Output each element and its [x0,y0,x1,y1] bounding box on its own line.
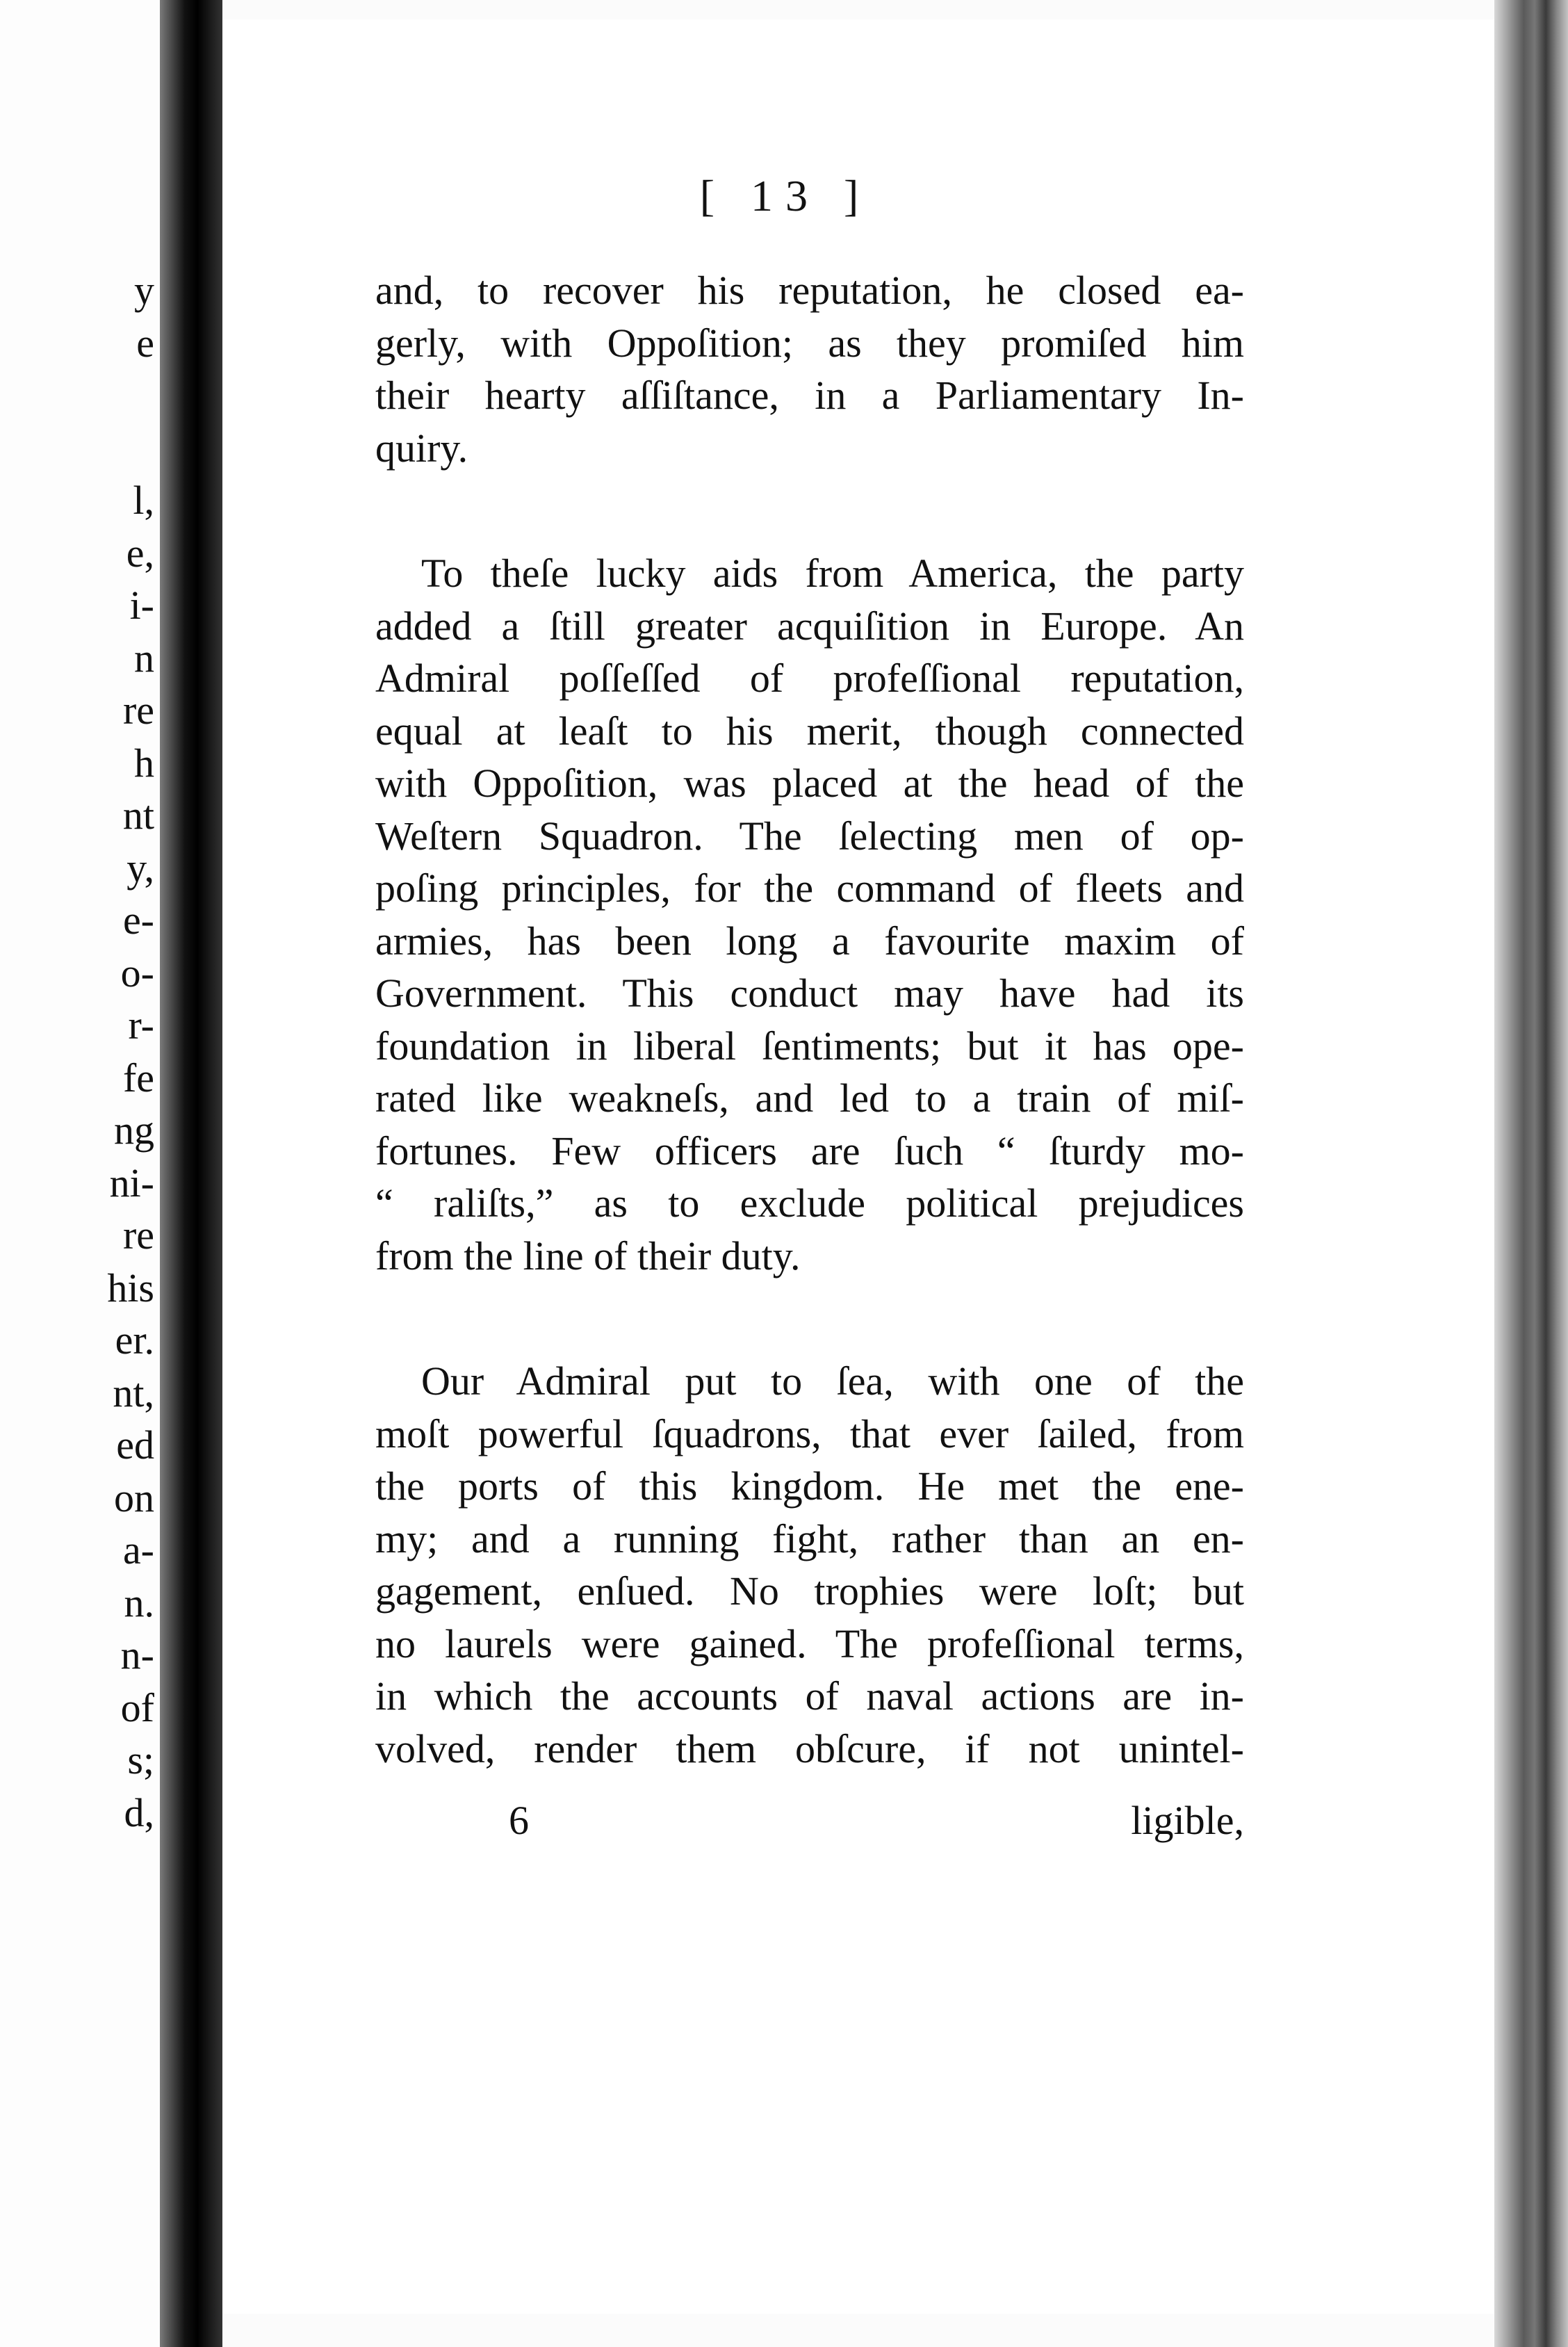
text-line: poſing principles, for the command of fleets and [375,866,1244,911]
facing-page-fragment: ni- [109,1160,154,1205]
facing-page-fragment: e- [122,898,154,943]
facing-page-fragment: l, [133,478,154,523]
facing-page-fragment: i- [129,583,154,628]
facing-page-fragment: e [136,320,154,366]
facing-page-fragment: ng [114,1107,154,1153]
facing-page-fragment: y [134,268,154,313]
text-line: To theſe lucky aids from America, the party [421,551,1244,596]
facing-page-fragment: his [107,1265,154,1310]
text-line: volved, render them obſcure, if not unintel- [375,1725,1244,1771]
catchword: ligible, [1131,1798,1244,1843]
facing-page-fragment: of [120,1684,154,1730]
page-number-heading: [ 13 ] [699,171,872,220]
facing-page-fragment [0,422,154,475]
facing-page-fragment: nt, [113,1370,154,1415]
text-line: with Oppoſition, was placed at the head of the [375,761,1244,806]
text-line: added a ſtill greater acquiſition in Europe. An [375,603,1244,649]
text-line: moſt powerful ſquadrons, that ever ſailed, from [375,1411,1244,1456]
text-line: from the line of their duty. [375,1233,801,1278]
text-line: no laurels were gained. The profeſſional terms, [375,1621,1244,1666]
facing-page-fragment: e, [126,530,154,576]
paragraph [375,1355,1244,1775]
book-gutter [160,0,222,2347]
facing-page-fragment: n [134,635,154,681]
paragraph [375,547,1244,1282]
facing-page-fragment: s; [127,1737,154,1782]
text-line: equal at leaſt to his merit, though connected [375,708,1244,754]
facing-page-fragment: o- [120,950,154,996]
facing-page-fragment: nt [122,793,154,838]
page-body-text [375,264,1244,1775]
paragraph [375,264,1244,474]
text-line: Admiral poſſeſſed of profeſſional reputation, [375,656,1244,701]
text-line: in which the accounts of naval actions are in- [375,1673,1244,1719]
paragraph-gap [375,1282,1244,1355]
page-edge-shadow [1494,0,1568,2347]
facing-page-fragment: d, [124,1789,154,1835]
text-line: and, to recover his reputation, he closed ea- [375,268,1244,313]
text-line: gagement, enſued. No trophies were loſt; but [375,1568,1244,1614]
text-line: Government. This conduct may have had its [375,971,1244,1016]
facing-page-fragment: re [122,1212,154,1258]
text-line: their hearty aſſiſtance, in a Parliamentary In- [375,373,1244,418]
facing-page-fragment: h [134,740,154,786]
facing-page-fragment: er. [115,1317,154,1363]
facing-page-fragment: on [114,1475,154,1520]
text-line: gerly, with Oppoſition; as they promiſed him [375,320,1244,366]
paragraph-gap [375,474,1244,547]
page-footer [375,1797,1244,1853]
text-line: rated like weakneſs, and led to a train of miſ- [375,1075,1244,1121]
facing-page-fragment: n- [120,1632,154,1678]
text-line: fortunes. Few officers are ſuch “ ſturdy mo- [375,1128,1244,1174]
text-line: armies, has been long a favourite maxim of [375,918,1244,964]
facing-page-fragment: a- [122,1527,154,1573]
text-line: Our Admiral put to ſea, with one of the [421,1358,1244,1404]
facing-page-fragment: r- [128,1002,154,1048]
facing-page-fragment: re [122,688,154,733]
facing-page-text-fragments [0,264,160,1839]
text-line: my; and a running fight, rather than an en- [375,1516,1244,1561]
signature-mark: 6 [509,1798,529,1843]
facing-page-fragment: fe [122,1055,154,1101]
text-line: the ports of this kingdom. He met the ene- [375,1463,1244,1509]
text-line: Weſtern Squadron. The ſelecting men of op- [375,813,1244,859]
facing-page-fragment: n. [124,1579,154,1625]
facing-page-fragment: ed [116,1422,154,1468]
text-line: foundation in liberal ſentiments; but it has ope- [375,1023,1244,1069]
text-line: quiry. [375,425,468,471]
facing-page-fragment: y, [126,845,154,891]
facing-page-fragment [0,369,154,422]
text-line: “ raliſts,” as to exclude political prejudices [375,1180,1244,1226]
